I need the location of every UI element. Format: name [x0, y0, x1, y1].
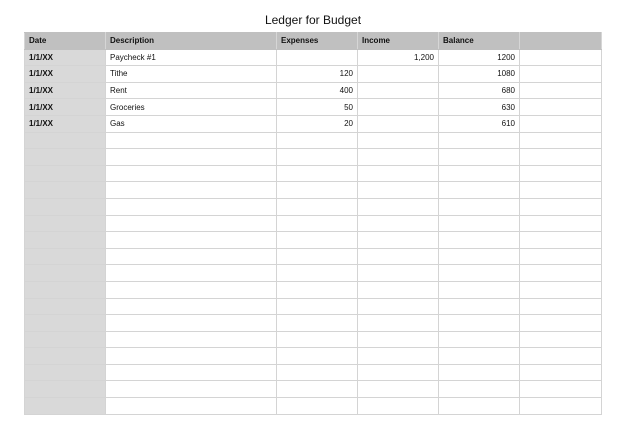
income-cell[interactable]	[358, 232, 439, 249]
description-cell[interactable]	[106, 315, 277, 332]
date-cell[interactable]	[25, 281, 106, 298]
date-cell[interactable]	[25, 315, 106, 332]
ledger-body	[25, 49, 602, 414]
income-cell[interactable]	[358, 364, 439, 381]
date-cell[interactable]: 1/1/XX	[25, 115, 106, 132]
column-header-balance[interactable]: Balance	[439, 33, 520, 50]
balance-cell[interactable]: 1200	[439, 49, 520, 66]
income-cell[interactable]	[358, 165, 439, 182]
column-header-extra[interactable]	[520, 33, 602, 50]
description-cell[interactable]	[106, 182, 277, 199]
description-cell[interactable]	[106, 198, 277, 215]
description-cell[interactable]	[106, 265, 277, 282]
expenses-cell[interactable]	[277, 364, 358, 381]
expenses-cell[interactable]	[277, 315, 358, 332]
description-cell[interactable]	[106, 132, 277, 149]
table-row	[25, 82, 602, 99]
description-cell[interactable]: Tithe	[106, 66, 277, 83]
balance-cell[interactable]: 680	[439, 82, 520, 99]
extra-cell[interactable]	[520, 165, 602, 182]
date-cell[interactable]	[25, 149, 106, 166]
description-cell[interactable]: Groceries	[106, 99, 277, 116]
description-cell[interactable]	[106, 215, 277, 232]
balance-cell[interactable]	[439, 398, 520, 415]
description-cell[interactable]	[106, 298, 277, 315]
income-cell[interactable]	[358, 149, 439, 166]
income-cell[interactable]	[358, 99, 439, 116]
description-cell[interactable]	[106, 364, 277, 381]
extra-cell[interactable]	[520, 182, 602, 199]
description-cell[interactable]	[106, 398, 277, 415]
income-cell[interactable]	[358, 215, 439, 232]
balance-cell[interactable]	[439, 248, 520, 265]
income-cell[interactable]	[358, 198, 439, 215]
extra-cell[interactable]	[520, 99, 602, 116]
date-cell[interactable]	[25, 381, 106, 398]
income-cell[interactable]	[358, 66, 439, 83]
column-header-expenses[interactable]: Expenses	[277, 33, 358, 50]
balance-cell[interactable]: 1080	[439, 66, 520, 83]
extra-cell[interactable]	[520, 49, 602, 66]
extra-cell[interactable]	[520, 66, 602, 83]
table-row	[25, 215, 602, 232]
balance-cell[interactable]	[439, 198, 520, 215]
expenses-cell[interactable]	[277, 281, 358, 298]
expenses-cell[interactable]	[277, 198, 358, 215]
balance-cell[interactable]	[439, 298, 520, 315]
balance-cell[interactable]	[439, 182, 520, 199]
date-cell[interactable]	[25, 348, 106, 365]
date-cell[interactable]	[25, 182, 106, 199]
income-cell[interactable]	[358, 248, 439, 265]
date-cell[interactable]	[25, 364, 106, 381]
extra-cell[interactable]	[520, 248, 602, 265]
extra-cell[interactable]	[520, 232, 602, 249]
income-cell[interactable]	[358, 381, 439, 398]
extra-cell[interactable]	[520, 115, 602, 132]
description-cell[interactable]	[106, 381, 277, 398]
table-row	[25, 132, 602, 149]
column-header-date[interactable]: Date	[25, 33, 106, 50]
extra-cell[interactable]	[520, 149, 602, 166]
ledger-table	[24, 32, 602, 415]
column-header-income[interactable]: Income	[358, 33, 439, 50]
expenses-cell[interactable]	[277, 381, 358, 398]
description-cell[interactable]	[106, 165, 277, 182]
date-cell[interactable]	[25, 232, 106, 249]
date-cell[interactable]	[25, 265, 106, 282]
table-row	[25, 149, 602, 166]
table-row	[25, 348, 602, 365]
description-cell[interactable]	[106, 281, 277, 298]
income-cell[interactable]	[358, 348, 439, 365]
balance-cell[interactable]	[439, 281, 520, 298]
extra-cell[interactable]	[520, 215, 602, 232]
extra-cell[interactable]	[520, 265, 602, 282]
extra-cell[interactable]	[520, 132, 602, 149]
balance-cell[interactable]	[439, 232, 520, 249]
balance-cell[interactable]	[439, 315, 520, 332]
date-cell[interactable]	[25, 132, 106, 149]
extra-cell[interactable]	[520, 281, 602, 298]
balance-cell[interactable]	[439, 215, 520, 232]
date-cell[interactable]	[25, 331, 106, 348]
expenses-cell[interactable]	[277, 232, 358, 249]
table-row	[25, 248, 602, 265]
expenses-cell[interactable]: 50	[277, 99, 358, 116]
expenses-cell[interactable]	[277, 215, 358, 232]
table-row	[25, 232, 602, 249]
extra-cell[interactable]	[520, 298, 602, 315]
description-cell[interactable]	[106, 248, 277, 265]
table-row	[25, 281, 602, 298]
extra-cell[interactable]	[520, 198, 602, 215]
table-row	[25, 198, 602, 215]
income-cell[interactable]	[358, 315, 439, 332]
table-row	[25, 331, 602, 348]
date-cell[interactable]	[25, 298, 106, 315]
description-cell[interactable]: Gas	[106, 115, 277, 132]
date-cell[interactable]	[25, 398, 106, 415]
date-cell[interactable]: 1/1/XX	[25, 49, 106, 66]
income-cell[interactable]	[358, 398, 439, 415]
table-row	[25, 115, 602, 132]
date-cell[interactable]: 1/1/XX	[25, 66, 106, 83]
table-row	[25, 315, 602, 332]
expenses-cell[interactable]	[277, 149, 358, 166]
balance-cell[interactable]: 610	[439, 115, 520, 132]
table-row	[25, 381, 602, 398]
table-row	[25, 182, 602, 199]
page-title: Ledger for Budget	[264, 13, 362, 27]
table-row	[25, 265, 602, 282]
expenses-cell[interactable]	[277, 49, 358, 66]
table-row	[25, 165, 602, 182]
extra-cell[interactable]	[520, 398, 602, 415]
extra-cell[interactable]	[520, 381, 602, 398]
balance-cell[interactable]	[439, 348, 520, 365]
income-cell[interactable]	[358, 281, 439, 298]
expenses-cell[interactable]	[277, 182, 358, 199]
header-row	[25, 33, 602, 50]
expenses-cell[interactable]	[277, 265, 358, 282]
income-cell[interactable]	[358, 182, 439, 199]
expenses-cell[interactable]	[277, 331, 358, 348]
balance-cell[interactable]	[439, 381, 520, 398]
column-header-description[interactable]: Description	[106, 33, 277, 50]
description-cell[interactable]	[106, 331, 277, 348]
table-row	[25, 398, 602, 415]
expenses-cell[interactable]	[277, 248, 358, 265]
description-cell[interactable]: Rent	[106, 82, 277, 99]
expenses-cell[interactable]	[277, 348, 358, 365]
description-cell[interactable]	[106, 348, 277, 365]
extra-cell[interactable]	[520, 364, 602, 381]
income-cell[interactable]	[358, 115, 439, 132]
balance-cell[interactable]	[439, 165, 520, 182]
description-cell[interactable]	[106, 232, 277, 249]
balance-cell[interactable]	[439, 265, 520, 282]
table-row	[25, 99, 602, 116]
expenses-cell[interactable]	[277, 132, 358, 149]
income-cell[interactable]	[358, 132, 439, 149]
date-cell[interactable]: 1/1/XX	[25, 99, 106, 116]
income-cell[interactable]: 1,200	[358, 49, 439, 66]
expenses-cell[interactable]	[277, 165, 358, 182]
table-row	[25, 298, 602, 315]
extra-cell[interactable]	[520, 331, 602, 348]
date-cell[interactable]	[25, 248, 106, 265]
balance-cell[interactable]	[439, 331, 520, 348]
expenses-cell[interactable]	[277, 398, 358, 415]
date-cell[interactable]	[25, 165, 106, 182]
income-cell[interactable]	[358, 265, 439, 282]
date-cell[interactable]	[25, 215, 106, 232]
date-cell[interactable]: 1/1/XX	[25, 82, 106, 99]
income-cell[interactable]	[358, 331, 439, 348]
income-cell[interactable]	[358, 298, 439, 315]
description-cell[interactable]	[106, 149, 277, 166]
income-cell[interactable]	[358, 82, 439, 99]
description-cell[interactable]: Paycheck #1	[106, 49, 277, 66]
expenses-cell[interactable]	[277, 298, 358, 315]
table-row	[25, 364, 602, 381]
table-row	[25, 49, 602, 66]
date-cell[interactable]	[25, 198, 106, 215]
balance-cell[interactable]	[439, 149, 520, 166]
balance-cell[interactable]	[439, 364, 520, 381]
extra-cell[interactable]	[520, 82, 602, 99]
table-row	[25, 66, 602, 83]
expenses-cell[interactable]: 400	[277, 82, 358, 99]
balance-cell[interactable]	[439, 132, 520, 149]
extra-cell[interactable]	[520, 315, 602, 332]
balance-cell[interactable]: 630	[439, 99, 520, 116]
expenses-cell[interactable]: 120	[277, 66, 358, 83]
extra-cell[interactable]	[520, 348, 602, 365]
expenses-cell[interactable]: 20	[277, 115, 358, 132]
